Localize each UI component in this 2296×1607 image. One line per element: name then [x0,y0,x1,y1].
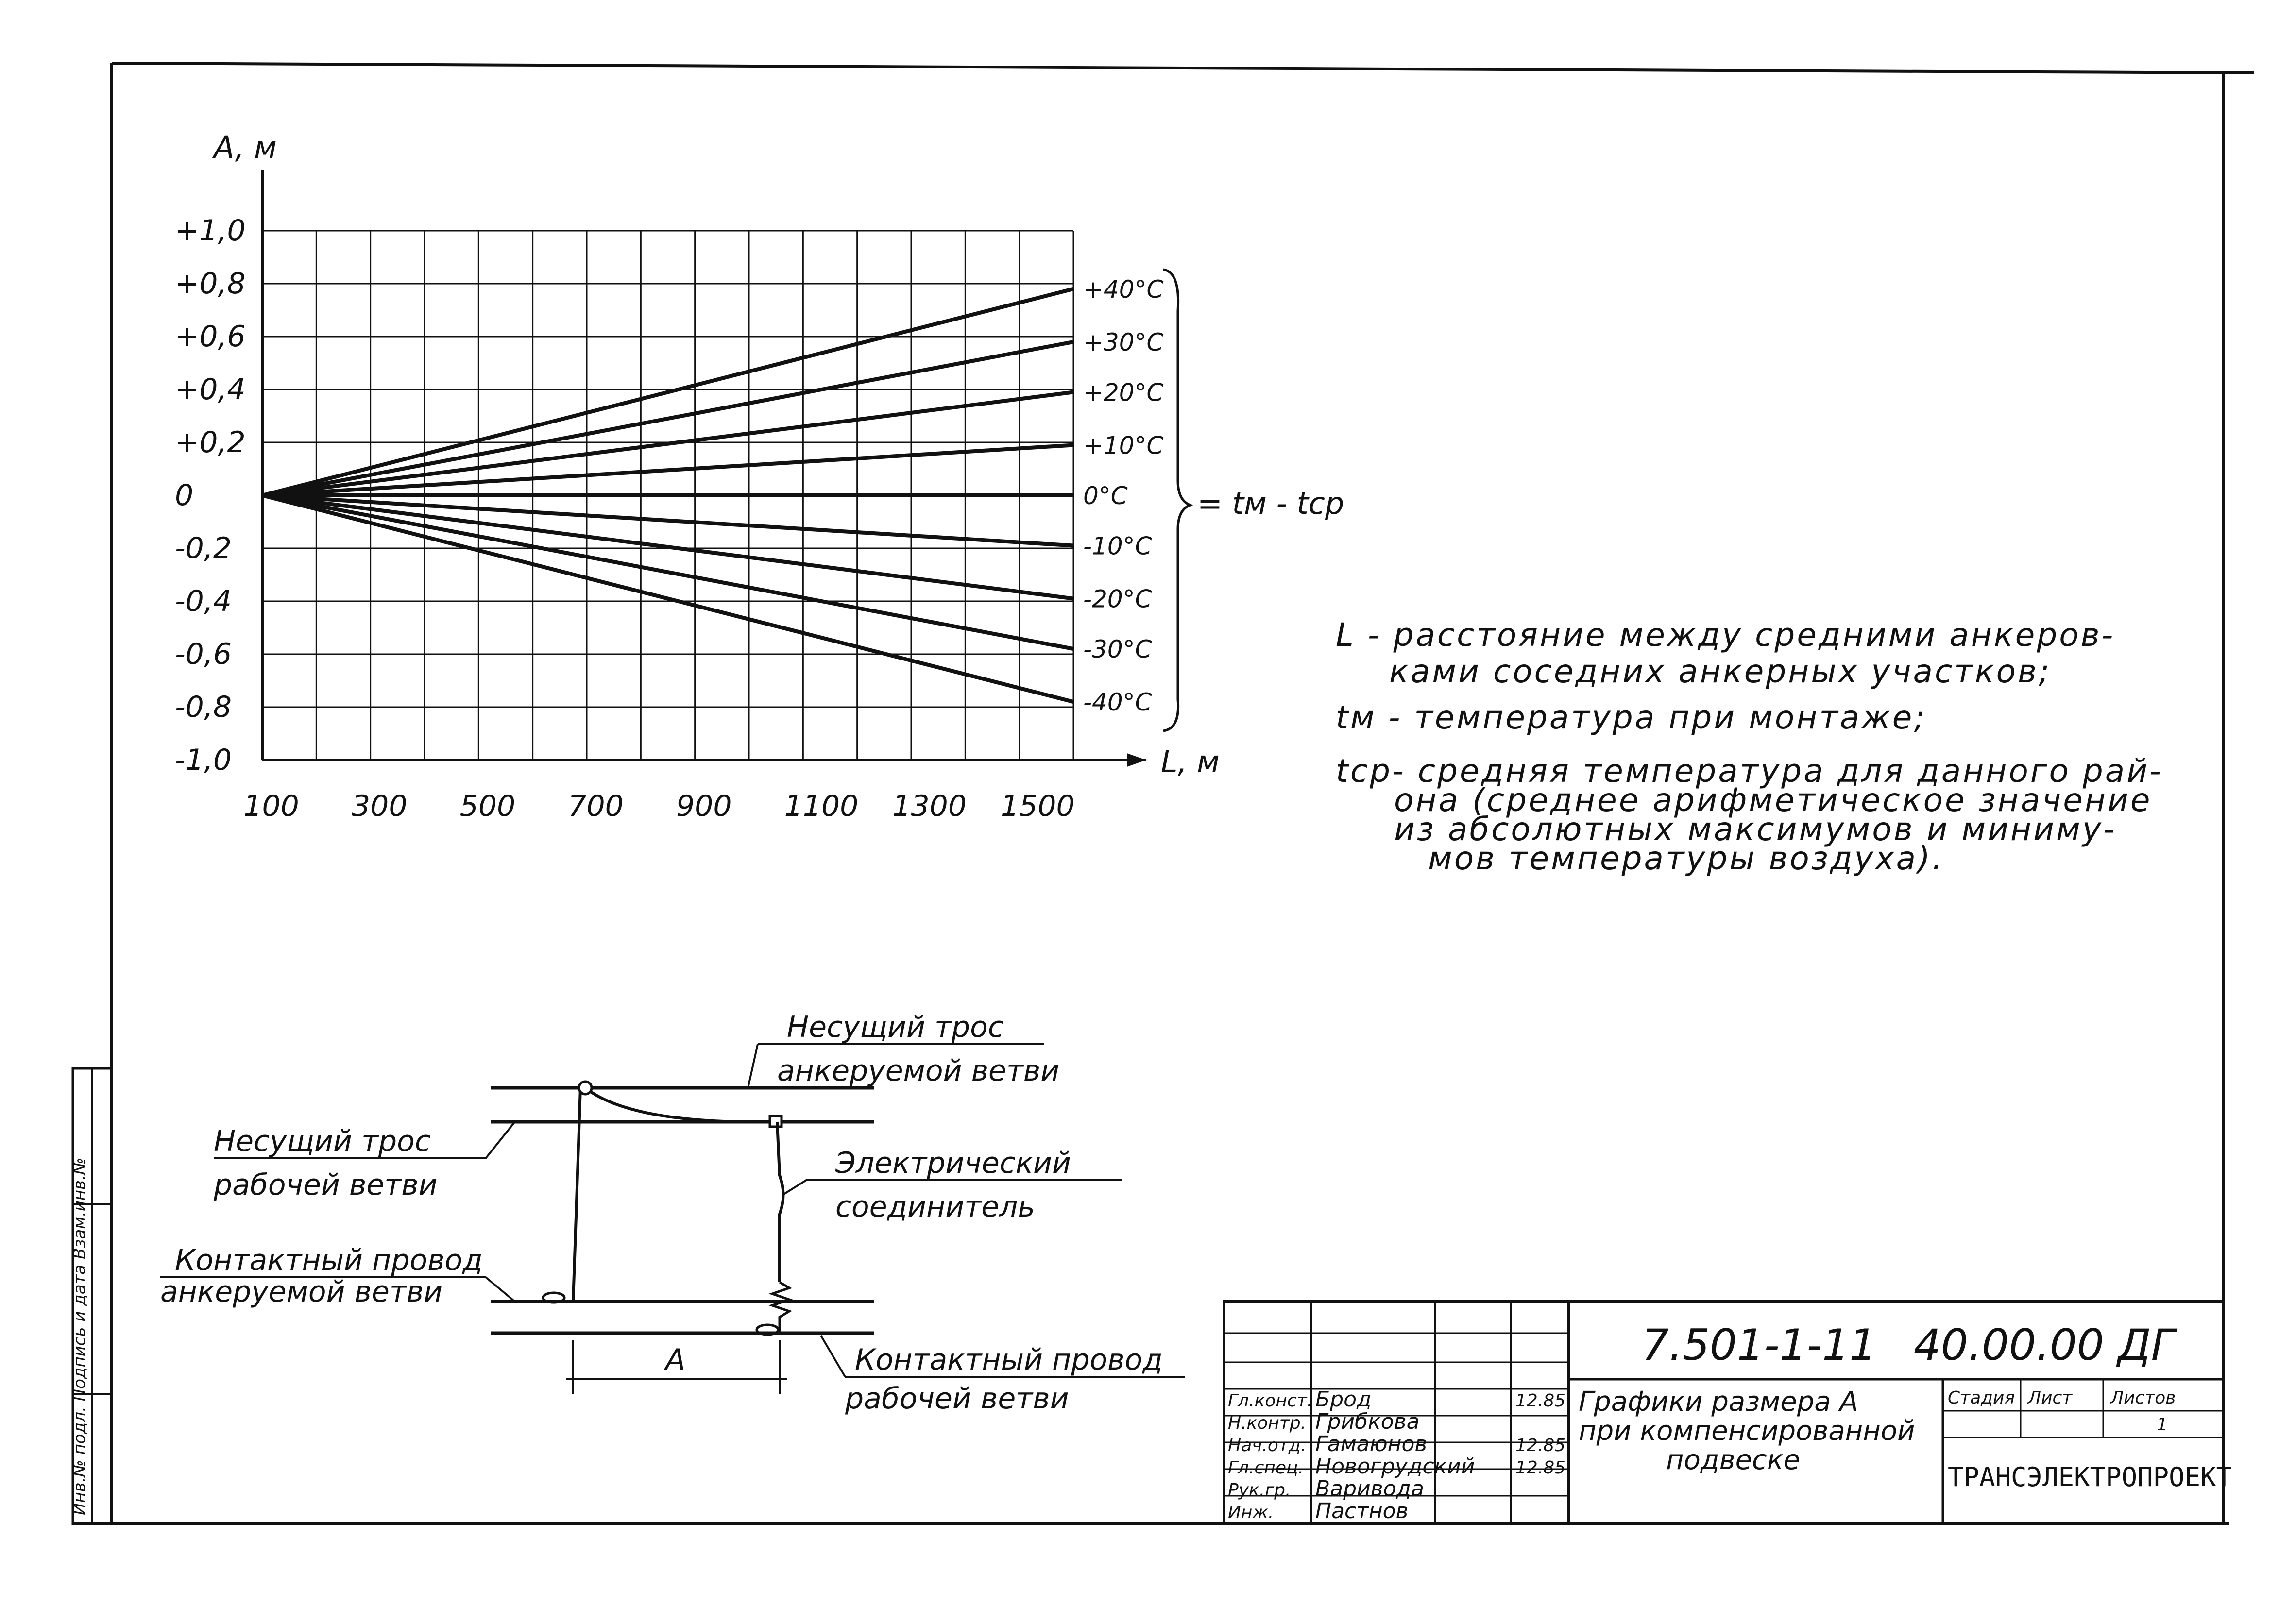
brace-label: = tм - tср [1197,486,1344,521]
x-tick-label: 300 [352,789,408,823]
x-tick-label: 1100 [784,789,859,823]
y-tick-label: +0,2 [175,425,246,459]
tb-row-role: Инж. [1228,1503,1274,1522]
sheet-header: Лист [2028,1388,2073,1408]
y-tick-label: -0,8 [175,690,232,724]
label-carrier-working-2: рабочей ветви [214,1168,438,1202]
chart-series [262,289,1073,702]
legend-l-line2: ками соседних анкерных участков; [1389,653,2052,690]
tb-row-role: Нач.отд. [1228,1436,1307,1455]
series-line [262,392,1073,495]
side-stamp-text: Инв.№ подл. Подпись и дата Взам.инв.№ [70,1157,89,1515]
clamp-top [579,1082,592,1094]
doc-code-left: 7.501-1-11 [1642,1320,1877,1370]
y-tick-label: 0 [175,478,194,512]
suspension-diagram [160,1010,1185,1416]
legend-tcp-line1: tср- средняя температура для данного рай- [1336,752,2163,790]
tb-row-name: Пастнов [1315,1499,1409,1523]
tb-row-name: Гамаюнов [1315,1432,1428,1456]
y-tick-label: +1,0 [175,214,246,248]
series-labels [1083,275,1164,716]
label-contact-anchored-2: анкеруемой ветви [160,1275,443,1309]
series-line [262,495,1073,599]
sag-cable [585,1088,775,1122]
legend-tcp-line2: она (среднее арифметическое значение [1394,781,2152,819]
legend-tcp-line4: мов температуры воздуха). [1428,840,1944,877]
tb-row-date: 12.85 [1515,1458,1566,1478]
label-connector-1: Электрический [835,1146,1071,1180]
y-tick-label: +0,4 [175,372,246,406]
series-line [262,289,1073,495]
label-contact-working-1: Контактный провод [855,1343,1163,1377]
clamp-working-carrier [770,1116,782,1127]
series-label: +40°C [1083,275,1164,304]
sheets-header: Листов [2110,1388,2176,1408]
organization: ТРАНСЭЛЕКТРОПРОЕКТ [1948,1462,2232,1492]
legend-tm-line: tм - температура при монтаже; [1336,699,1927,736]
label-contact-anchored-1: Контактный провод [175,1243,483,1277]
title-line3: подвеске [1666,1444,1801,1476]
tb-row-name: Грибкова [1315,1409,1420,1434]
tb-row-name: Варивода [1315,1476,1424,1501]
tb-row-role: Гл.конст. [1228,1391,1313,1411]
y-tick-label: +0,6 [175,320,246,354]
label-carrier-anchored-1: Несущий трос [787,1010,1004,1044]
series-line [262,495,1073,702]
tb-row-role: Н.контр. [1228,1413,1307,1433]
y-tick-label: -0,2 [175,531,232,565]
legend-block [1336,616,2163,877]
x-axis-arrow [1127,753,1146,767]
x-tick-label: 1300 [892,789,967,823]
tb-row-role: Рук.гр. [1228,1480,1291,1500]
electrical-connector [777,1122,783,1282]
x-tick-label: 1500 [1001,789,1075,823]
series-line [262,342,1073,495]
title-line1: Графики размера А [1579,1386,1858,1418]
doc-code-right: 40.00.00 ДГ [1914,1320,2175,1370]
temperature-brace [1163,270,1190,731]
series-label: -30°C [1083,635,1152,664]
y-tick-labels [175,214,246,777]
leader-carrier-working [486,1122,515,1158]
tb-row-name: Брод [1315,1387,1372,1412]
series-label: -40°C [1083,688,1152,717]
series-label: -10°C [1083,532,1152,560]
tb-row-name: Новогрудский [1315,1454,1475,1479]
title-line2: при компенсированной [1579,1415,1915,1447]
series-line [262,495,1073,649]
legend-tcp-line3: из абсолютных максимумов и миниму- [1394,811,2117,848]
sheets-value: 1 [2157,1415,2168,1435]
legend-l-line1: L - расстояние между средними анкеров- [1336,616,2115,654]
leader-connector [783,1180,806,1195]
x-tick-label: 100 [243,789,299,823]
label-carrier-working-1: Несущий трос [214,1124,431,1158]
series-line [262,495,1073,546]
y-tick-label: -0,4 [175,584,232,618]
side-stamp [70,1068,112,1524]
x-tick-label: 700 [568,789,624,823]
y-tick-label: +0,8 [175,267,246,301]
x-axis-title: L, м [1161,744,1220,779]
leader-contact-anchored [486,1277,515,1302]
temperature-chart [175,130,1344,823]
dimension-label: A [665,1343,686,1377]
series-label: -20°C [1083,585,1152,613]
tb-row-date: 12.85 [1515,1436,1566,1455]
series-label: 0°C [1083,482,1128,510]
stage-header: Стадия [1948,1388,2015,1408]
y-tick-label: -0,6 [175,637,232,671]
leader-contact-working [821,1336,845,1377]
series-line [262,445,1073,495]
title-block-rows [1228,1387,1565,1523]
x-tick-labels [243,789,1074,823]
y-tick-label: -1,0 [175,743,232,777]
series-label: +20°C [1083,378,1164,407]
label-contact-working-2: рабочей ветви [845,1382,1069,1416]
tb-row-role: Гл.спец. [1228,1458,1304,1478]
leader-carrier-anchored [748,1044,758,1088]
series-label: +10°C [1083,431,1164,460]
tb-row-date: 12.85 [1515,1391,1566,1411]
dropper-left [573,1088,580,1302]
title-block [1224,1302,2232,1524]
x-tick-label: 900 [676,789,732,823]
frame-top [112,63,2254,73]
label-connector-2: соединитель [835,1190,1035,1224]
series-label: +30°C [1083,328,1164,356]
y-axis-title: A, м [214,130,277,165]
label-carrier-anchored-2: анкеруемой ветви [777,1054,1060,1088]
x-tick-label: 500 [459,789,516,823]
